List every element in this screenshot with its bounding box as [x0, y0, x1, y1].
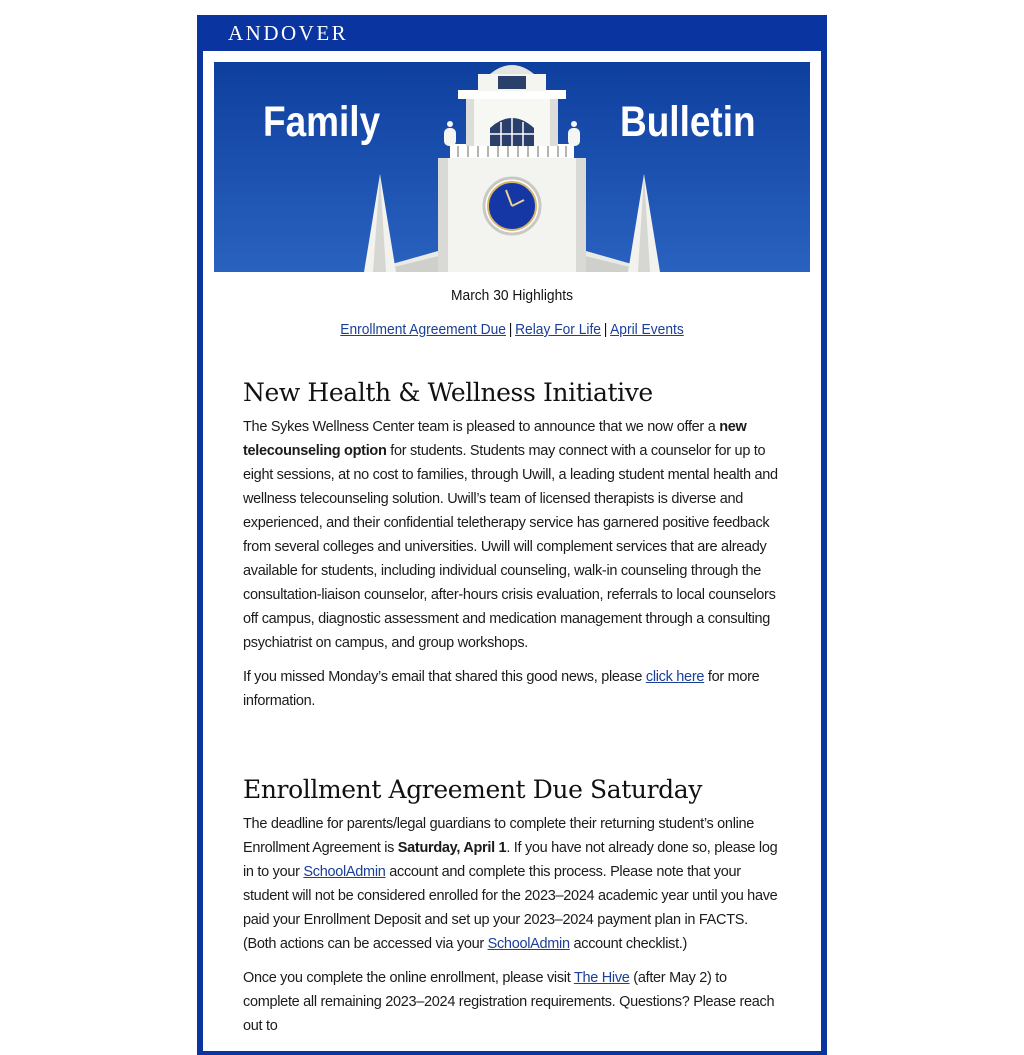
link-april-events[interactable]: April Events: [610, 321, 684, 338]
text-run: for students. Students may connect with a counselor for up to eight sessions, at no cost to families, through Uwill, a leading student mental health and wellness telecounseling solution. Uwill’s team of licensed therapists is diverse and experienced, and their confidential teletherapy service has garnered positive feedback from several colleges and universities. Uwill will complement services that are already available for students, including individual counseling, walk-in counseling through the consultation-liaison counselor, after-hours crisis evaluation, referrals to local counselors off campus, diagnostic assessment and medication management through a consulting psychiatrist on campus, and group workshops.: [243, 443, 778, 651]
bulletin-frame: [197, 15, 827, 1055]
text-run: The deadline for parents/legal guardians to complete their returning student’s online Enrollment Agreement is: [243, 816, 755, 856]
text-run: The Sykes Wellness Center team is pleased to announce that we now offer a: [243, 419, 720, 435]
text-run: . If you have not already done so, please log in to your: [243, 840, 778, 880]
the-hive-link[interactable]: The Hive: [573, 970, 630, 986]
clock-tower-icon: [214, 62, 810, 272]
text-run: Once you complete the online enrollment, please visit: [243, 970, 574, 986]
section-wellness: [243, 378, 783, 723]
paragraph: [243, 665, 783, 713]
paragraph: [243, 966, 783, 1038]
banner-title-right: Bulletin: [620, 98, 756, 146]
click-here-link[interactable]: click here: [645, 669, 705, 685]
text-run: account and complete this process. Please note that your student will not be considered enrolled for the 2023–2024 academic year until you have paid your Enrollment Deposit and set up your 2023–2024 payment plan in FACTS. (Both actions can be accessed via your: [243, 864, 778, 952]
banner-title-left: Family: [263, 98, 381, 146]
banner-image: [214, 62, 810, 272]
schooladmin-link[interactable]: SchoolAdmin: [303, 864, 386, 880]
section-title-enrollment: Enrollment Agreement Due Saturday: [243, 775, 702, 804]
link-relay-for-life[interactable]: Relay For Life: [515, 321, 601, 338]
text-run: account checklist.): [569, 936, 688, 952]
paragraph: [243, 812, 783, 956]
schooladmin-link[interactable]: SchoolAdmin: [487, 936, 570, 952]
link-separator: |: [508, 321, 513, 338]
link-enrollment-agreement[interactable]: Enrollment Agreement Due: [340, 321, 506, 338]
text-run: for more information.: [243, 669, 760, 709]
brand-logo: ANDOVER: [228, 21, 349, 45]
section-body-wellness: [243, 415, 783, 713]
bold-text: Saturday, April 1: [397, 840, 507, 856]
quick-links: [228, 321, 797, 338]
link-separator: |: [603, 321, 608, 338]
text-run: If you missed Monday’s email that shared this good news, please: [243, 669, 646, 685]
text-run: (after May 2) to complete all remaining 2023–2024 registration requirements. Questions? Please reach out to: [243, 970, 775, 1034]
bold-text: new telecounseling option: [243, 419, 747, 459]
section-body-enrollment: [243, 812, 783, 1038]
section-enrollment: [243, 775, 783, 1048]
highlights-heading: March 30 Highlights: [451, 287, 573, 304]
bulletin-content: [203, 51, 821, 1051]
section-title-wellness: New Health & Wellness Initiative: [243, 378, 653, 407]
paragraph: [243, 415, 783, 655]
